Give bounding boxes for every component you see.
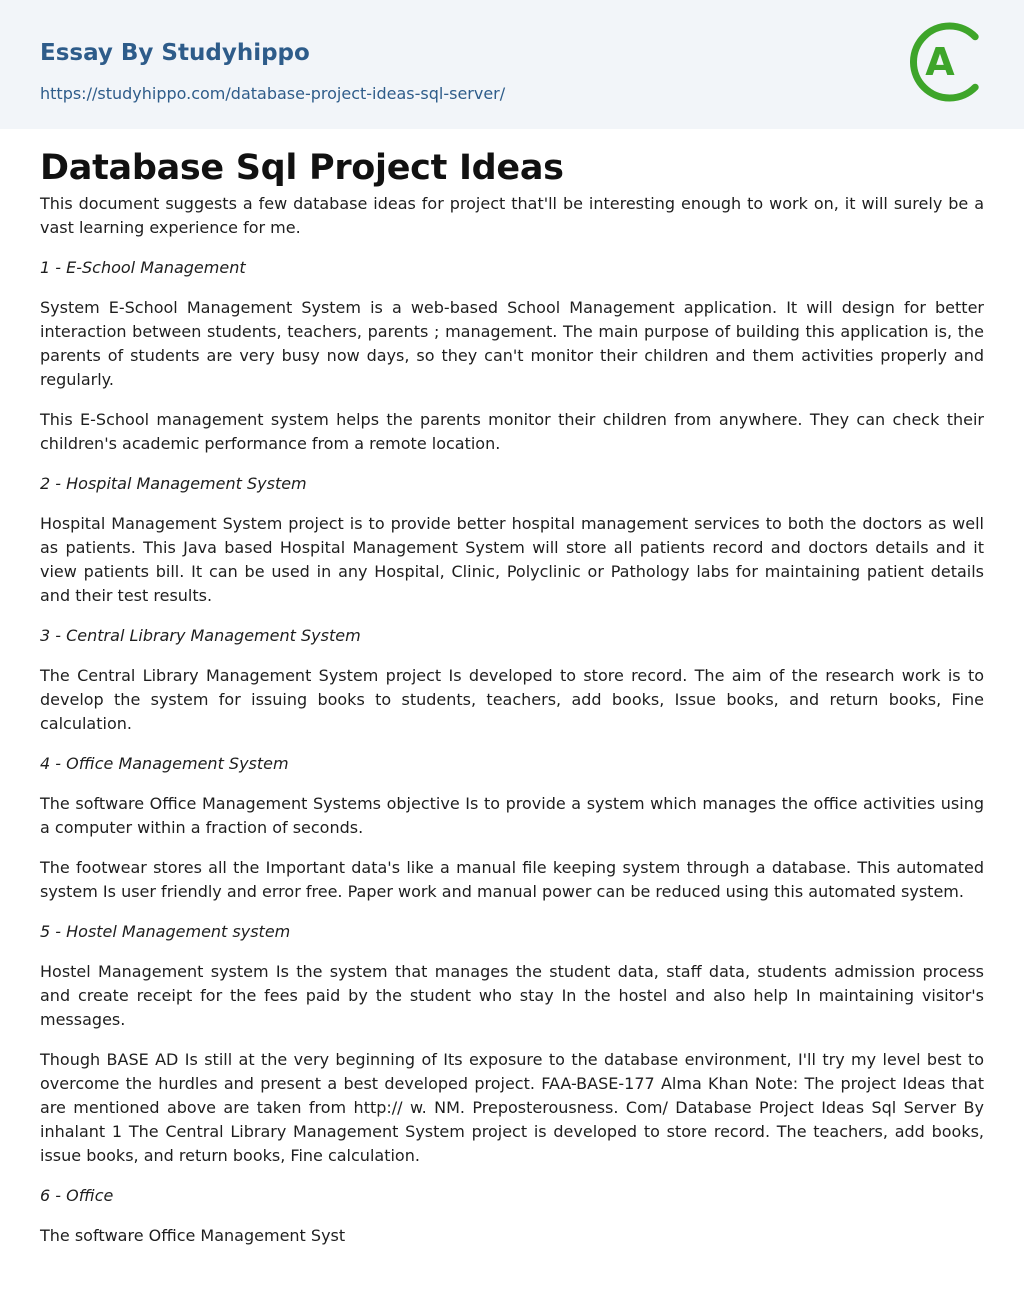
paragraph-hospital-description: Hospital Management System project is to provide better hospital management services to both the doctors as well as patients. This Java based Hospital Management System will store all patients record and doctors details and it view patients bill. It can be used in any Hospital, Clinic, Polyclinic or Pathology labs for maintaining patient details and their test results. [40,514,984,605]
page-title: Database Sql Project Ideas [40,148,564,188]
paragraph-truncated: The software Office Management Syst [40,1226,346,1245]
intro-paragraph: This document suggests a few database ideas for project that'll be interesting enough to work on, it will surely be a vast learning experience for me. [40,194,984,237]
section-heading-hostel: 5 - Hostel Management system [40,922,291,941]
section-heading-hospital: 2 - Hospital Management System [40,474,307,493]
section-heading-e-school: 1 - E-School Management [40,258,246,277]
page-header [0,0,1024,129]
paragraph-e-school-benefits: This E-School management system helps the parents monitor their children from anywhere. They can check their children's academic performance from a remote location. [40,410,984,453]
paragraph-office-details: The footwear stores all the Important data's like a manual file keeping system through a database. This automated system Is user friendly and error free. Paper work and manual power can be reduced using this automated system. [40,858,984,901]
studyhippo-logo-icon[interactable] [910,17,990,107]
section-heading-office-2: 6 - Office [40,1186,114,1205]
paragraph-e-school-description: System E-School Management System is a web-based School Management application. It will design for better interaction between students, teachers, parents ; management. The main purpose of building this application is, the parents of students are very busy now days, so they can't monitor their children and them activities properly and regularly. [40,298,984,389]
site-brand[interactable]: Essay By Studyhippo [40,40,310,66]
paragraph-library-description: The Central Library Management System project Is developed to store record. The aim of the research work is to develop the system for issuing books to students, teachers, add books, Issue books, and return books, Fine calculation. [40,666,984,733]
paragraph-hostel-description: Hostel Management system Is the system that manages the student data, staff data, students admission process and create receipt for the fees paid by the student who stay In the hostel and also help In maintaining visitor's messages. [40,962,984,1029]
article [0,129,1024,1248]
paragraph-conclusion: Though BASE AD Is still at the very beginning of Its exposure to the database environment, I'll try my level best to overcome the hurdles and present a best developed project. FAA-BASE-177 Alma Khan Note: The project Ideas that are mentioned above are taken from http:// w. NM. Preposterousness. Com/ Database Project Ideas Sql Server By inhalant 1 The Central Library Management System project is developed to store record. The teachers, add books, issue books, and return books, Fine calculation. [40,1050,984,1165]
section-heading-office: 4 - Office Management System [40,754,289,773]
svg-text:A: A [925,40,955,84]
paragraph-office-objective: The software Office Management Systems objective Is to provide a system which manages the office activities using a computer within a fraction of seconds. [40,794,984,837]
section-heading-library: 3 - Central Library Management System [40,626,361,645]
source-url-link[interactable]: https://studyhippo.com/database-project-ideas-sql-server/ [40,84,506,103]
